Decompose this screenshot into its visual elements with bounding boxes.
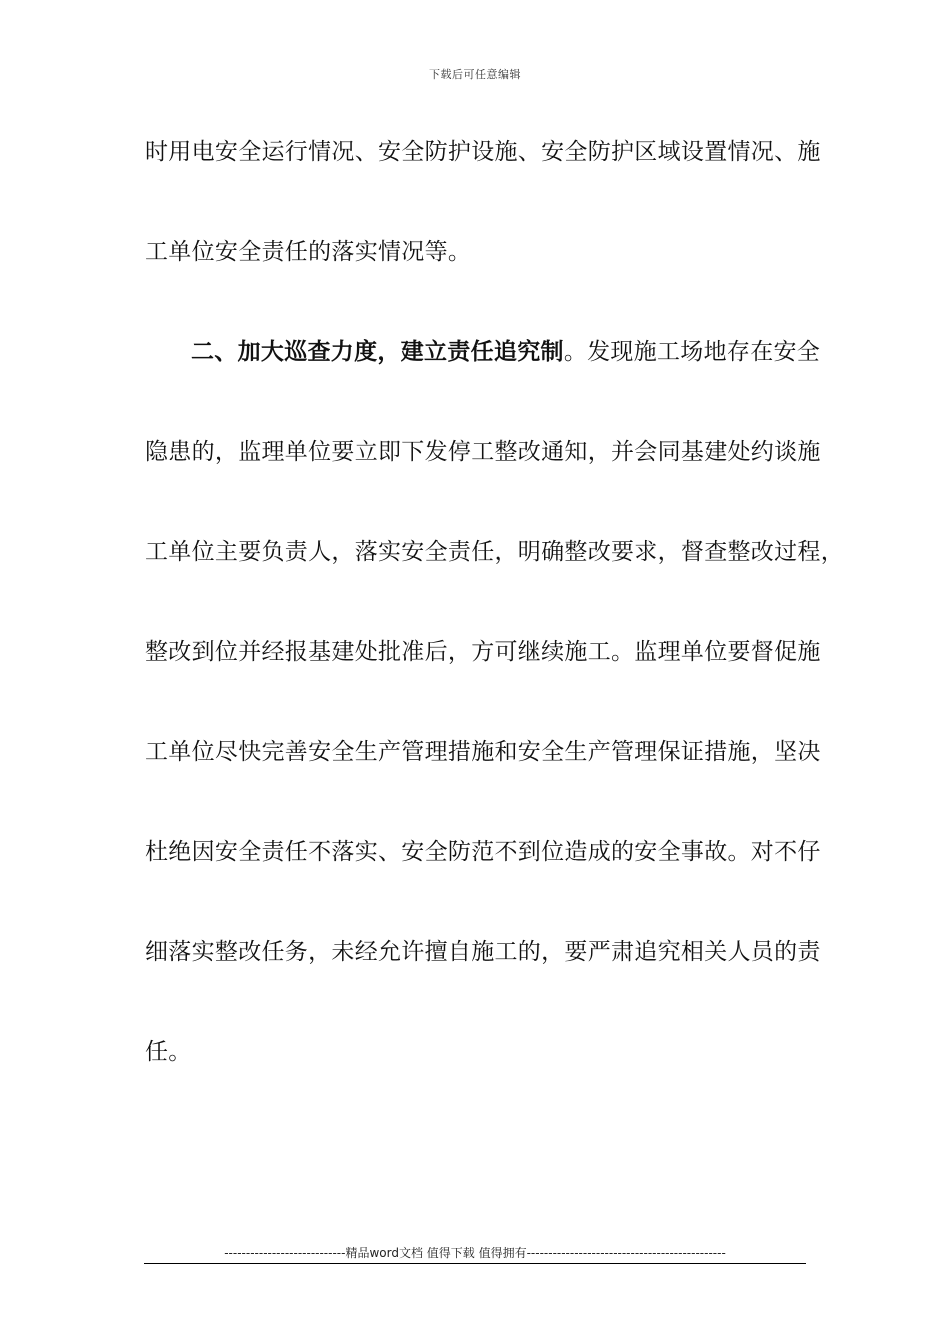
paragraph-line: 工单位尽快完善安全生产管理措施和安全生产管理保证措施，坚决: [145, 739, 821, 765]
section-heading-line: [145, 328, 821, 428]
paragraph-line: 细落实整改任务，未经允许擅自施工的，要严肃追究相关人员的责: [145, 939, 821, 965]
footer-divider: [144, 1263, 806, 1264]
paragraph-line: 工单位主要负责人，落实安全责任，明确整改要求，督查整改过程，: [145, 539, 844, 565]
paragraph-line: 隐患的，监理单位要立即下发停工整改通知，并会同基建处约谈施: [145, 439, 821, 465]
paragraph-line: 杜绝因安全责任不落实、安全防范不到位造成的安全事故。对不仔: [145, 839, 821, 865]
page-footer-note: ----------------------------精品word文档 值得下载 值得拥有----------------------------------------------: [224, 1246, 726, 1260]
paragraph-line: 工单位安全责任的落实情况等。: [145, 239, 472, 265]
section-heading-continuation: 。发现施工场地存在安全: [563, 339, 821, 365]
paragraph-line: 任。: [145, 1039, 192, 1065]
page-header-note: 下载后可任意编辑: [429, 68, 521, 81]
paragraph-line: 时用电安全运行情况、安全防护设施、安全防护区域设置情况、施: [145, 139, 821, 165]
section-heading: 二、加大巡查力度，建立责任追究制: [191, 338, 564, 365]
paragraph-line: 整改到位并经报基建处批准后，方可继续施工。监理单位要督促施: [145, 639, 821, 665]
document-body: [145, 128, 844, 1128]
